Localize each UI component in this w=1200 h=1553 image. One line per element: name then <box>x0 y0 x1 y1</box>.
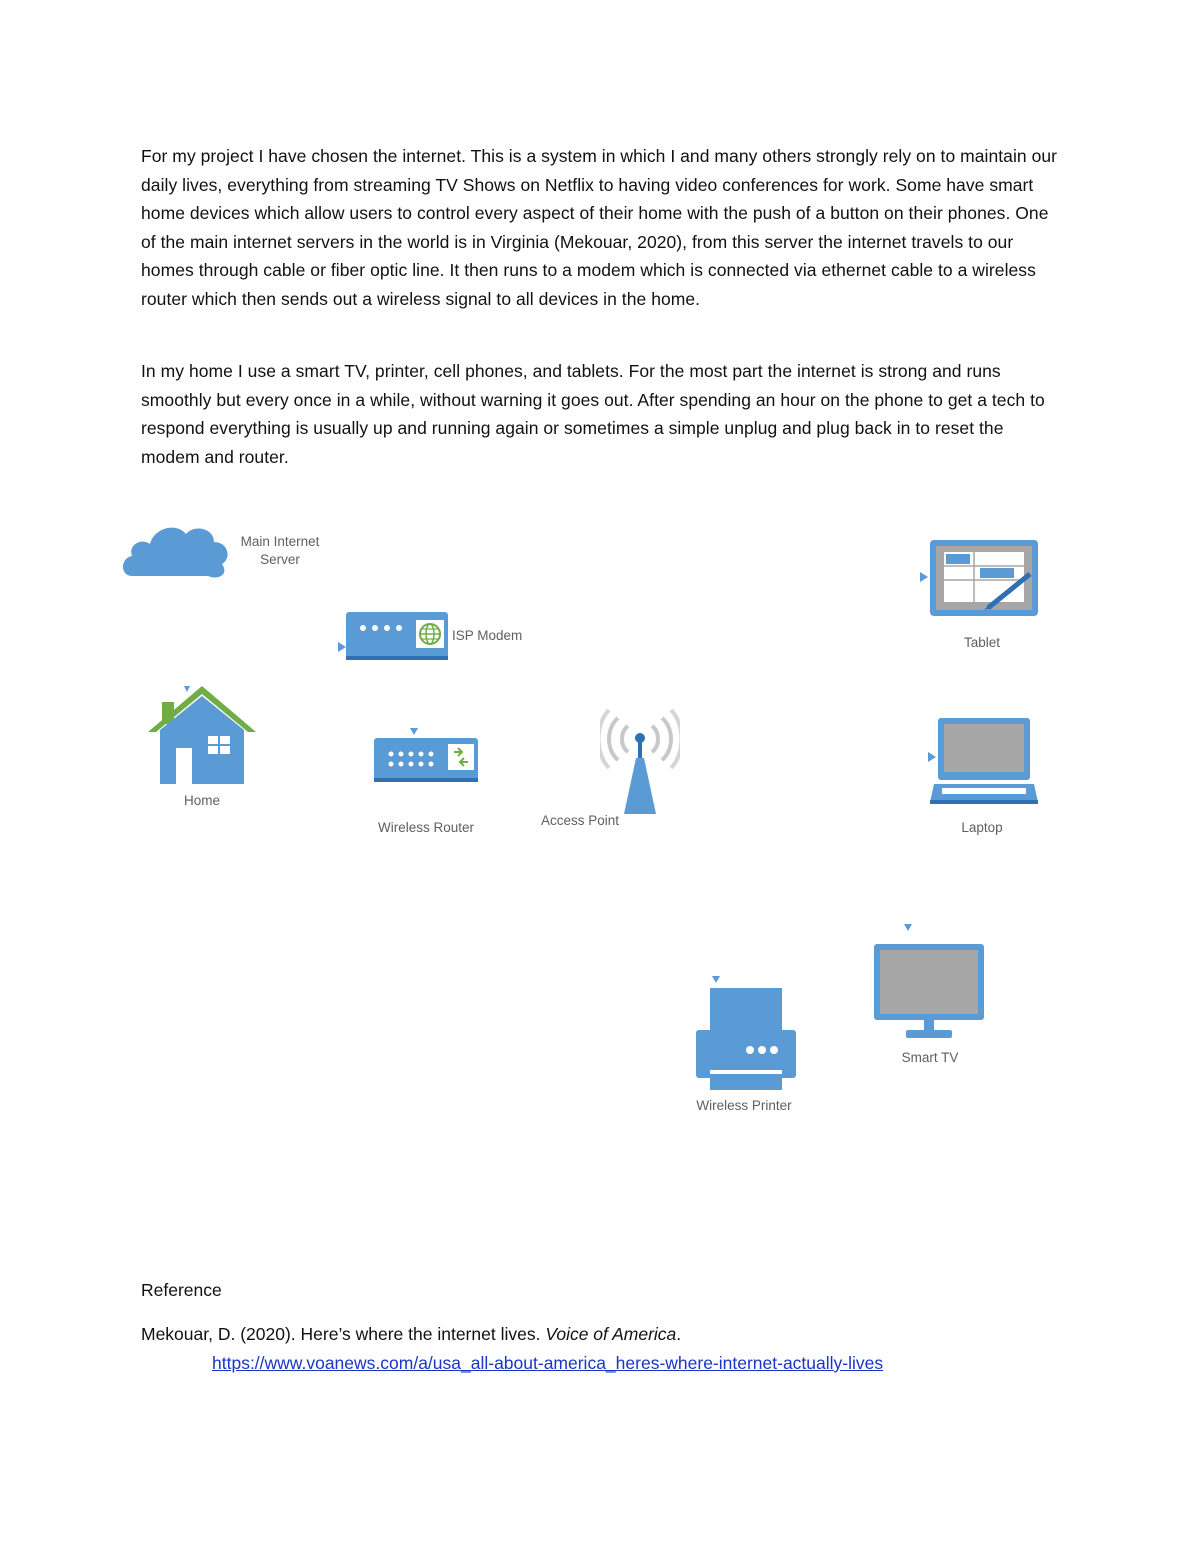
router-icon <box>370 726 482 788</box>
paragraph-intro: For my project I have chosen the internet. This is a system in which I and many others strongly rely on to maintain our daily lives, everything from streaming TV Shows on Netflix to having video conferences for work. Some have smart home devices which allow users to control every aspect of their home with the push of a button on their phones. One of the main internet servers in the world is in Virginia (Mekouar, 2020), from this server the internet travels to our homes through cable or fiber optic line. It then runs to a modem which is connected via ethernet cable to a wireless router which then sends out a wireless signal to all devices in the home. <box>141 146 1058 309</box>
tablet-label: Tablet <box>963 635 1001 650</box>
reference-entry-text: Mekouar, D. (2020). Here’s where the internet lives. <box>141 1324 546 1344</box>
reference-heading: Reference <box>141 1280 222 1300</box>
smart-tv-label: Smart TV <box>901 1050 959 1065</box>
access-point-icon <box>600 706 680 818</box>
home-label: Home <box>183 793 220 808</box>
reference-source: Voice of America <box>545 1324 677 1344</box>
printer-label: Wireless Printer <box>696 1098 792 1113</box>
modem-icon <box>336 610 452 666</box>
reference-entry-end: . <box>676 1324 682 1344</box>
smart-tv-icon <box>872 922 986 1044</box>
tablet-icon <box>918 538 1042 618</box>
reference-link[interactable]: https://www.voanews.com/a/usa_all-about-america_heres-where-internet-actually-lives <box>212 1353 884 1373</box>
access-point-label: Access Point <box>540 813 620 828</box>
modem-label: ISP Modem <box>452 628 523 643</box>
reference-entry <box>141 1324 681 1345</box>
laptop-icon <box>926 716 1040 808</box>
network-diagram <box>0 500 1200 1140</box>
printer-icon <box>694 974 800 1094</box>
cloud-icon <box>120 518 232 580</box>
laptop-label: Laptop <box>961 820 1003 835</box>
router-label: Wireless Router <box>377 820 475 835</box>
server-label-line1: Main Internet <box>240 534 320 549</box>
paragraph-home-usage: In my home I use a smart TV, printer, cell phones, and tablets. For the most part the internet is strong and runs smoothly but every once in a while, without warning it goes out. After spending an hour on the phone to get a tech to respond everything is usually up and running again or sometimes a simple unplug and plug back in to reset the modem and router. <box>141 361 1045 467</box>
home-icon <box>146 684 258 788</box>
server-label-line2: Server <box>260 552 300 567</box>
